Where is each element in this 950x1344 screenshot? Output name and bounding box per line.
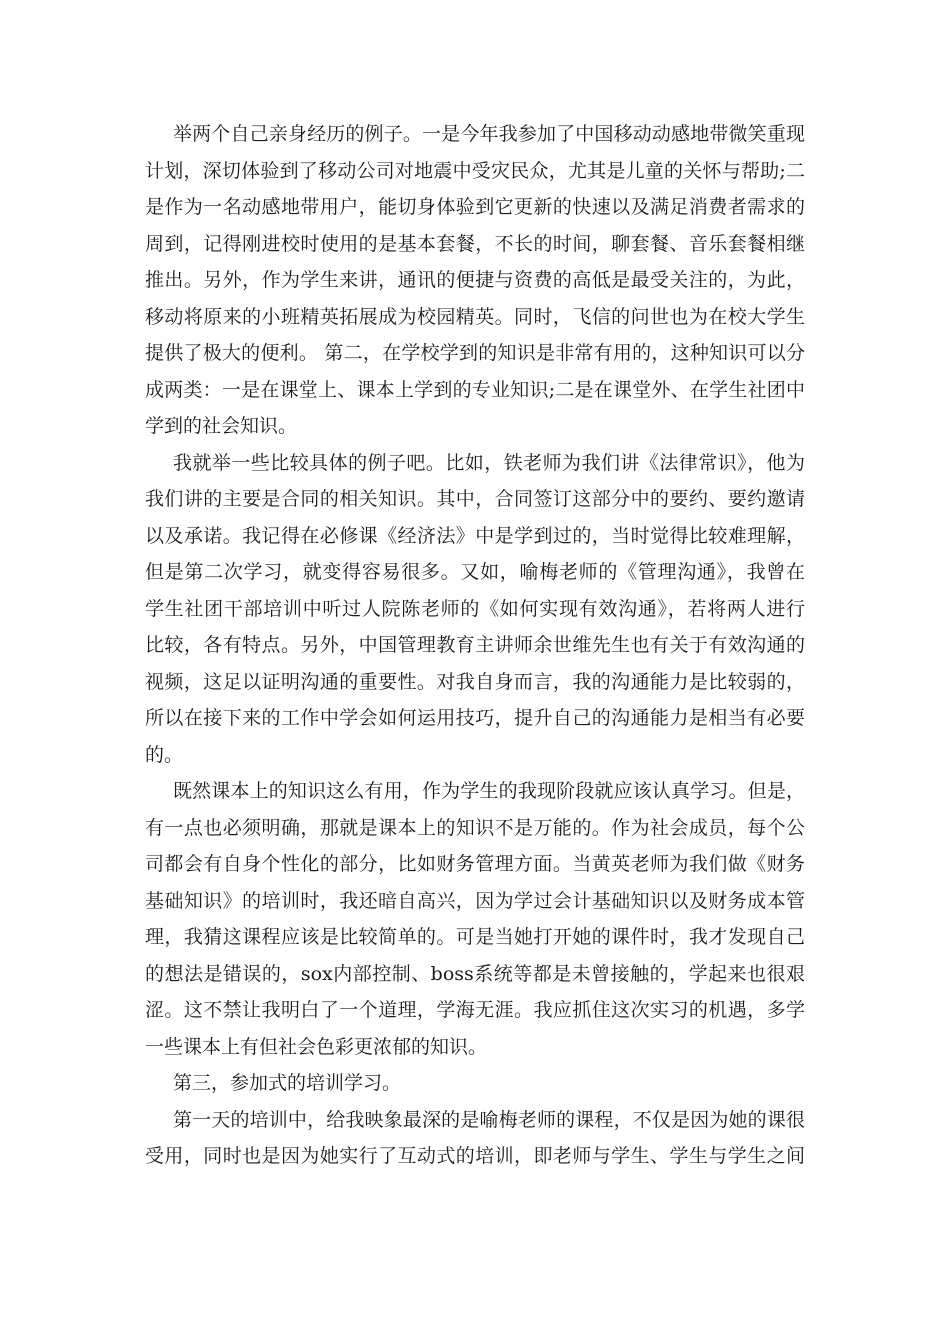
text-line: 基础知识》的培训时，我还暗自高兴，因为学过会计基础知识以及财务成本管 — [145, 889, 805, 912]
text-line: 我们讲的主要是合同的相关知识。其中，合同签订这部分中的要约、要约邀请 — [145, 488, 805, 510]
text-line: 学到的社会知识。 — [145, 415, 298, 437]
paragraph-2 — [145, 445, 805, 774]
document-body — [145, 116, 805, 1175]
text-line: 视频，这足以证明沟通的重要性。对我自身而言，我的沟通能力是比较弱的， — [145, 670, 805, 693]
text-line: 但是第二次学习，就变得容易很多。又如，喻梅老师的《管理沟通》，我曾在 — [145, 561, 805, 583]
text-line: 司都会有自身个性化的部分，比如财务管理方面。当黄英老师为我们做《财务 — [145, 853, 805, 875]
text-line: 一些课本上有但社会色彩更浓郁的知识。 — [145, 1035, 488, 1058]
text-line: 学生社团干部培训中听过人院陈老师的《如何实现有效沟通》，若将两人进行 — [145, 597, 805, 620]
paragraph-5 — [145, 1102, 805, 1175]
text-line: 受用，同时也是因为她实行了互动式的培训，即老师与学生、学生与学生之间 — [145, 1145, 805, 1167]
paragraph-3 — [145, 773, 805, 1065]
text-line: 以及承诺。我记得在必修课《经济法》中是学到过的，当时觉得比较难理解， — [145, 524, 805, 547]
text-line: 移动将原来的小班精英拓展成为校园精英。同时，飞信的问世也为在校大学生 — [145, 305, 805, 328]
text-line: 比较，各有特点。另外，中国管理教育主讲师余世维先生也有关于有效沟通的 — [145, 634, 805, 656]
text-line: 理，我猜这课程应该是比较简单的。可是当她打开她的课件时，我才发现自己 — [145, 926, 805, 948]
text-line: 举两个自己亲身经历的例子。一是今年我参加了中国移动动感地带微笑重现 — [173, 123, 805, 145]
text-line: 第一天的培训中，给我映象最深的是喻梅老师的课程，不仅是因为她的课很 — [173, 1108, 805, 1131]
text-line: 提供了极大的便利。 第二，在学校学到的知识是非常有用的，这种知识可以分 — [145, 342, 805, 364]
text-line: 所以在接下来的工作中学会如何运用技巧，提升自己的沟通能力是相当有必要 — [145, 707, 805, 729]
text-line: 推出。另外，作为学生来讲，通讯的便捷与资费的高低是最受关注的，为此， — [145, 269, 805, 291]
text-line: 成两类：一是在课堂上、课本上学到的专业知识;二是在课堂外、在学生社团中 — [145, 378, 805, 401]
text-line: 的。 — [145, 743, 184, 766]
text-line: 既然课本上的知识这么有用，作为学生的我现阶段就应该认真学习。但是， — [173, 780, 805, 802]
text-line: 计划，深切体验到了移动公司对地震中受灾民众，尤其是儿童的关怀与帮助;二 — [145, 159, 805, 182]
text-line: 有一点也必须明确，那就是课本上的知识不是万能的。作为社会成员，每个公 — [145, 816, 805, 839]
text-line: 涩。这不禁让我明白了一个道理，学海无涯。我应抓住这次实习的机遇，多学 — [145, 999, 805, 1021]
text-line: 周到，记得刚进校时使用的是基本套餐，不长的时间，聊套餐、音乐套餐相继 — [145, 232, 805, 255]
text-line: 的想法是错误的，sox内部控制、boss系统等都是未曾接触的，学起来也很艰 — [145, 962, 805, 985]
section-heading: 第三，参加式的培训学习。 — [173, 1072, 402, 1094]
paragraph-1 — [145, 116, 805, 445]
text-line: 是作为一名动感地带用户，能切身体验到它更新的快速以及满足消费者需求的 — [145, 196, 805, 218]
text-line: 我就举一些比较具体的例子吧。比如，铁老师为我们讲《法律常识》，他为 — [173, 451, 805, 474]
paragraph-4 — [145, 1065, 805, 1102]
